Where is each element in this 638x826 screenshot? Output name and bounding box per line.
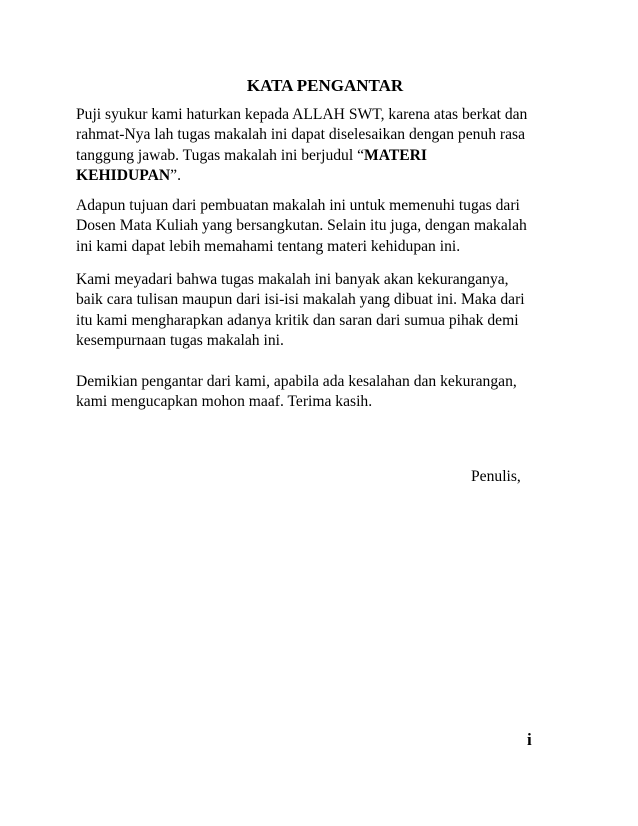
paragraph-line: Kami meyadari bahwa tugas makalah ini banyak akan kekuranganya, <box>76 271 509 288</box>
paragraph-line-text: ”. <box>170 167 181 185</box>
paragraph-line: Dosen Mata Kuliah yang bersangkutan. Selain itu juga, dengan makalah <box>76 217 527 235</box>
paragraph-line <box>76 146 576 166</box>
paragraph-line: kami mengucapkan mohon maaf. Terima kasih. <box>76 393 373 411</box>
signature-label: Penulis, <box>471 468 521 485</box>
page-title: KATA PENGANTAR <box>246 76 404 95</box>
paper-title-part-1: MATERI <box>364 146 427 164</box>
paragraph-line: Puji syukur kami haturkan kepada ALLAH SWT, karena atas berkat dan <box>76 106 528 123</box>
paragraph-line: Demikian pengantar dari kami, apabila ada kesalahan dan kekurangan, <box>76 373 517 390</box>
paragraph-purpose <box>76 196 576 257</box>
paragraph-line: ini kami dapat lebih memahami tentang materi kehidupan ini. <box>76 237 461 255</box>
paragraph-line-text: tanggung jawab. Tugas makalah ini berjudul “ <box>76 146 365 164</box>
paragraph-shortcomings <box>76 270 576 352</box>
paper-title-part-2: KEHIDUPAN <box>76 167 171 185</box>
paragraph-gratitude <box>76 105 576 187</box>
paragraph-line: kesempurnaan tugas makalah ini. <box>76 332 284 350</box>
page-number: i <box>527 730 532 749</box>
paragraph-line: rahmat-Nya lah tugas makalah ini dapat diselesaikan dengan penuh rasa <box>76 126 526 144</box>
paragraph-closing <box>76 372 576 413</box>
paragraph-line: Adapun tujuan dari pembuatan makalah ini untuk memenuhi tugas dari <box>76 197 520 214</box>
paragraph-line: baik cara tulisan maupun dari isi-isi makalah yang dibuat ini. Maka dari <box>76 291 525 309</box>
paragraph-line <box>76 166 576 186</box>
paragraph-line: itu kami mengharapkan adanya kritik dan saran dari sumua pihak demi <box>76 311 519 329</box>
